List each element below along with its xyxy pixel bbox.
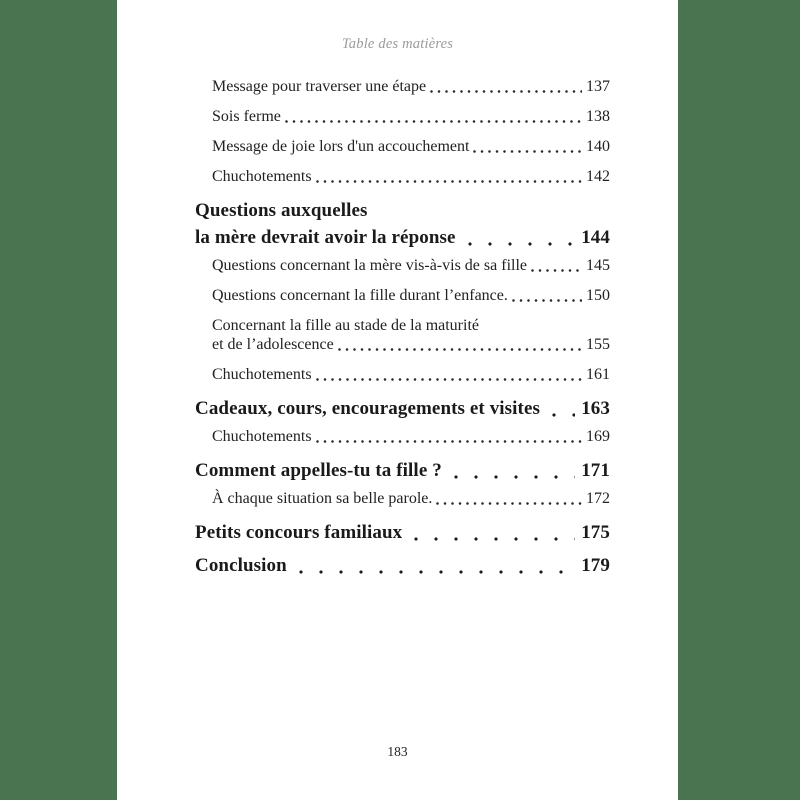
toc-entry-page-number: 163 [581,398,610,419]
toc-entry-page-number: 137 [586,78,610,95]
toc-sub-entry[interactable] [195,137,610,156]
toc-entry-page-number: 169 [586,428,610,445]
toc-entry-page-number: 161 [586,366,610,383]
toc-entry-title: À chaque situation sa belle parole. [212,490,433,507]
toc-sub-entry[interactable] [195,107,610,126]
book-page [117,0,678,800]
toc-entry-page-number: 140 [586,138,610,155]
toc-entry-last-line [212,137,610,156]
toc-section-entry[interactable] [195,552,610,579]
dot-leader [530,256,582,275]
toc-entry-page-number: 150 [586,287,610,304]
toc-sub-entry[interactable] [195,77,610,96]
toc-entry-title: Comment appelles-tu ta fille ? [195,460,442,481]
toc-entry-last-line [212,286,610,305]
toc-entry-title: Chuchotements [212,168,312,185]
toc-section-entry[interactable] [195,395,610,422]
toc-entry-last-line [195,552,610,579]
table-of-contents [195,77,610,579]
toc-entry-last-line [212,167,610,186]
toc-sub-entry[interactable] [195,286,610,305]
toc-entry-title: Questions concernant la fille durant l’enfance. [212,287,508,304]
toc-entry-title: Petits concours familiaux [195,522,403,543]
toc-entry-title: Sois ferme [212,108,281,125]
toc-entry-last-line [212,427,610,446]
toc-section-entry[interactable] [195,457,610,484]
dot-leader [284,107,582,126]
toc-entry-last-line [212,107,610,126]
toc-entry-title: Chuchotements [212,366,312,383]
dot-leader [337,335,582,354]
toc-entry-last-line [195,224,610,251]
dot-leader [315,365,582,384]
toc-entry-last-line [212,77,610,96]
dot-leader [511,286,582,305]
dot-leader [408,519,575,546]
dot-leader [435,489,582,508]
dot-leader [429,77,582,96]
toc-entry-page-number: 142 [586,168,610,185]
toc-sub-entry[interactable] [195,167,610,186]
toc-entry-last-line [212,256,610,275]
toc-entry-page-number: 172 [586,490,610,507]
toc-entry-title-line: Concernant la fille au stade de la maturité [212,317,479,334]
toc-section-entry[interactable] [195,197,610,251]
toc-entry-last-line [195,457,610,484]
toc-entry-title: et de l’adolescence [212,336,334,353]
toc-entry-page-number: 144 [581,227,610,248]
toc-entry-page-number: 138 [586,108,610,125]
toc-entry-title-line: Questions auxquelles [195,200,368,221]
toc-entry-page-number: 145 [586,257,610,274]
toc-entry-title: Chuchotements [212,428,312,445]
toc-entry-title: Message de joie lors d'un accouchement [212,138,470,155]
toc-entry-page-number: 179 [581,555,610,576]
toc-sub-entry[interactable] [195,427,610,446]
toc-sub-entry[interactable] [195,256,610,275]
dot-leader [315,427,582,446]
toc-entry-title: Conclusion [195,555,287,576]
toc-entry-page-number: 155 [586,336,610,353]
page-number: 183 [387,744,408,759]
toc-entry-title: Questions concernant la mère vis-à-vis de sa fille [212,257,527,274]
toc-entry-last-line [212,365,610,384]
toc-sub-entry[interactable] [195,365,610,384]
dot-leader [472,137,582,156]
dot-leader [293,552,575,579]
dot-leader [315,167,582,186]
dot-leader [462,224,576,251]
toc-entry-title: Cadeaux, cours, encouragements et visites [195,398,540,419]
dot-leader [448,457,575,484]
dot-leader [546,395,575,422]
toc-sub-entry[interactable] [195,489,610,508]
toc-entry-title: la mère devrait avoir la réponse [195,227,456,248]
toc-entry-page-number: 175 [581,522,610,543]
toc-section-entry[interactable] [195,519,610,546]
toc-entry-title: Message pour traverser une étape [212,78,427,95]
toc-entry-last-line [212,335,610,354]
toc-entry-last-line [195,395,610,422]
toc-entry-last-line [195,519,610,546]
toc-entry-page-number: 171 [581,460,610,481]
toc-entry-last-line [212,489,610,508]
toc-sub-entry[interactable] [195,316,610,354]
running-header-title: Table des matières [341,36,454,52]
